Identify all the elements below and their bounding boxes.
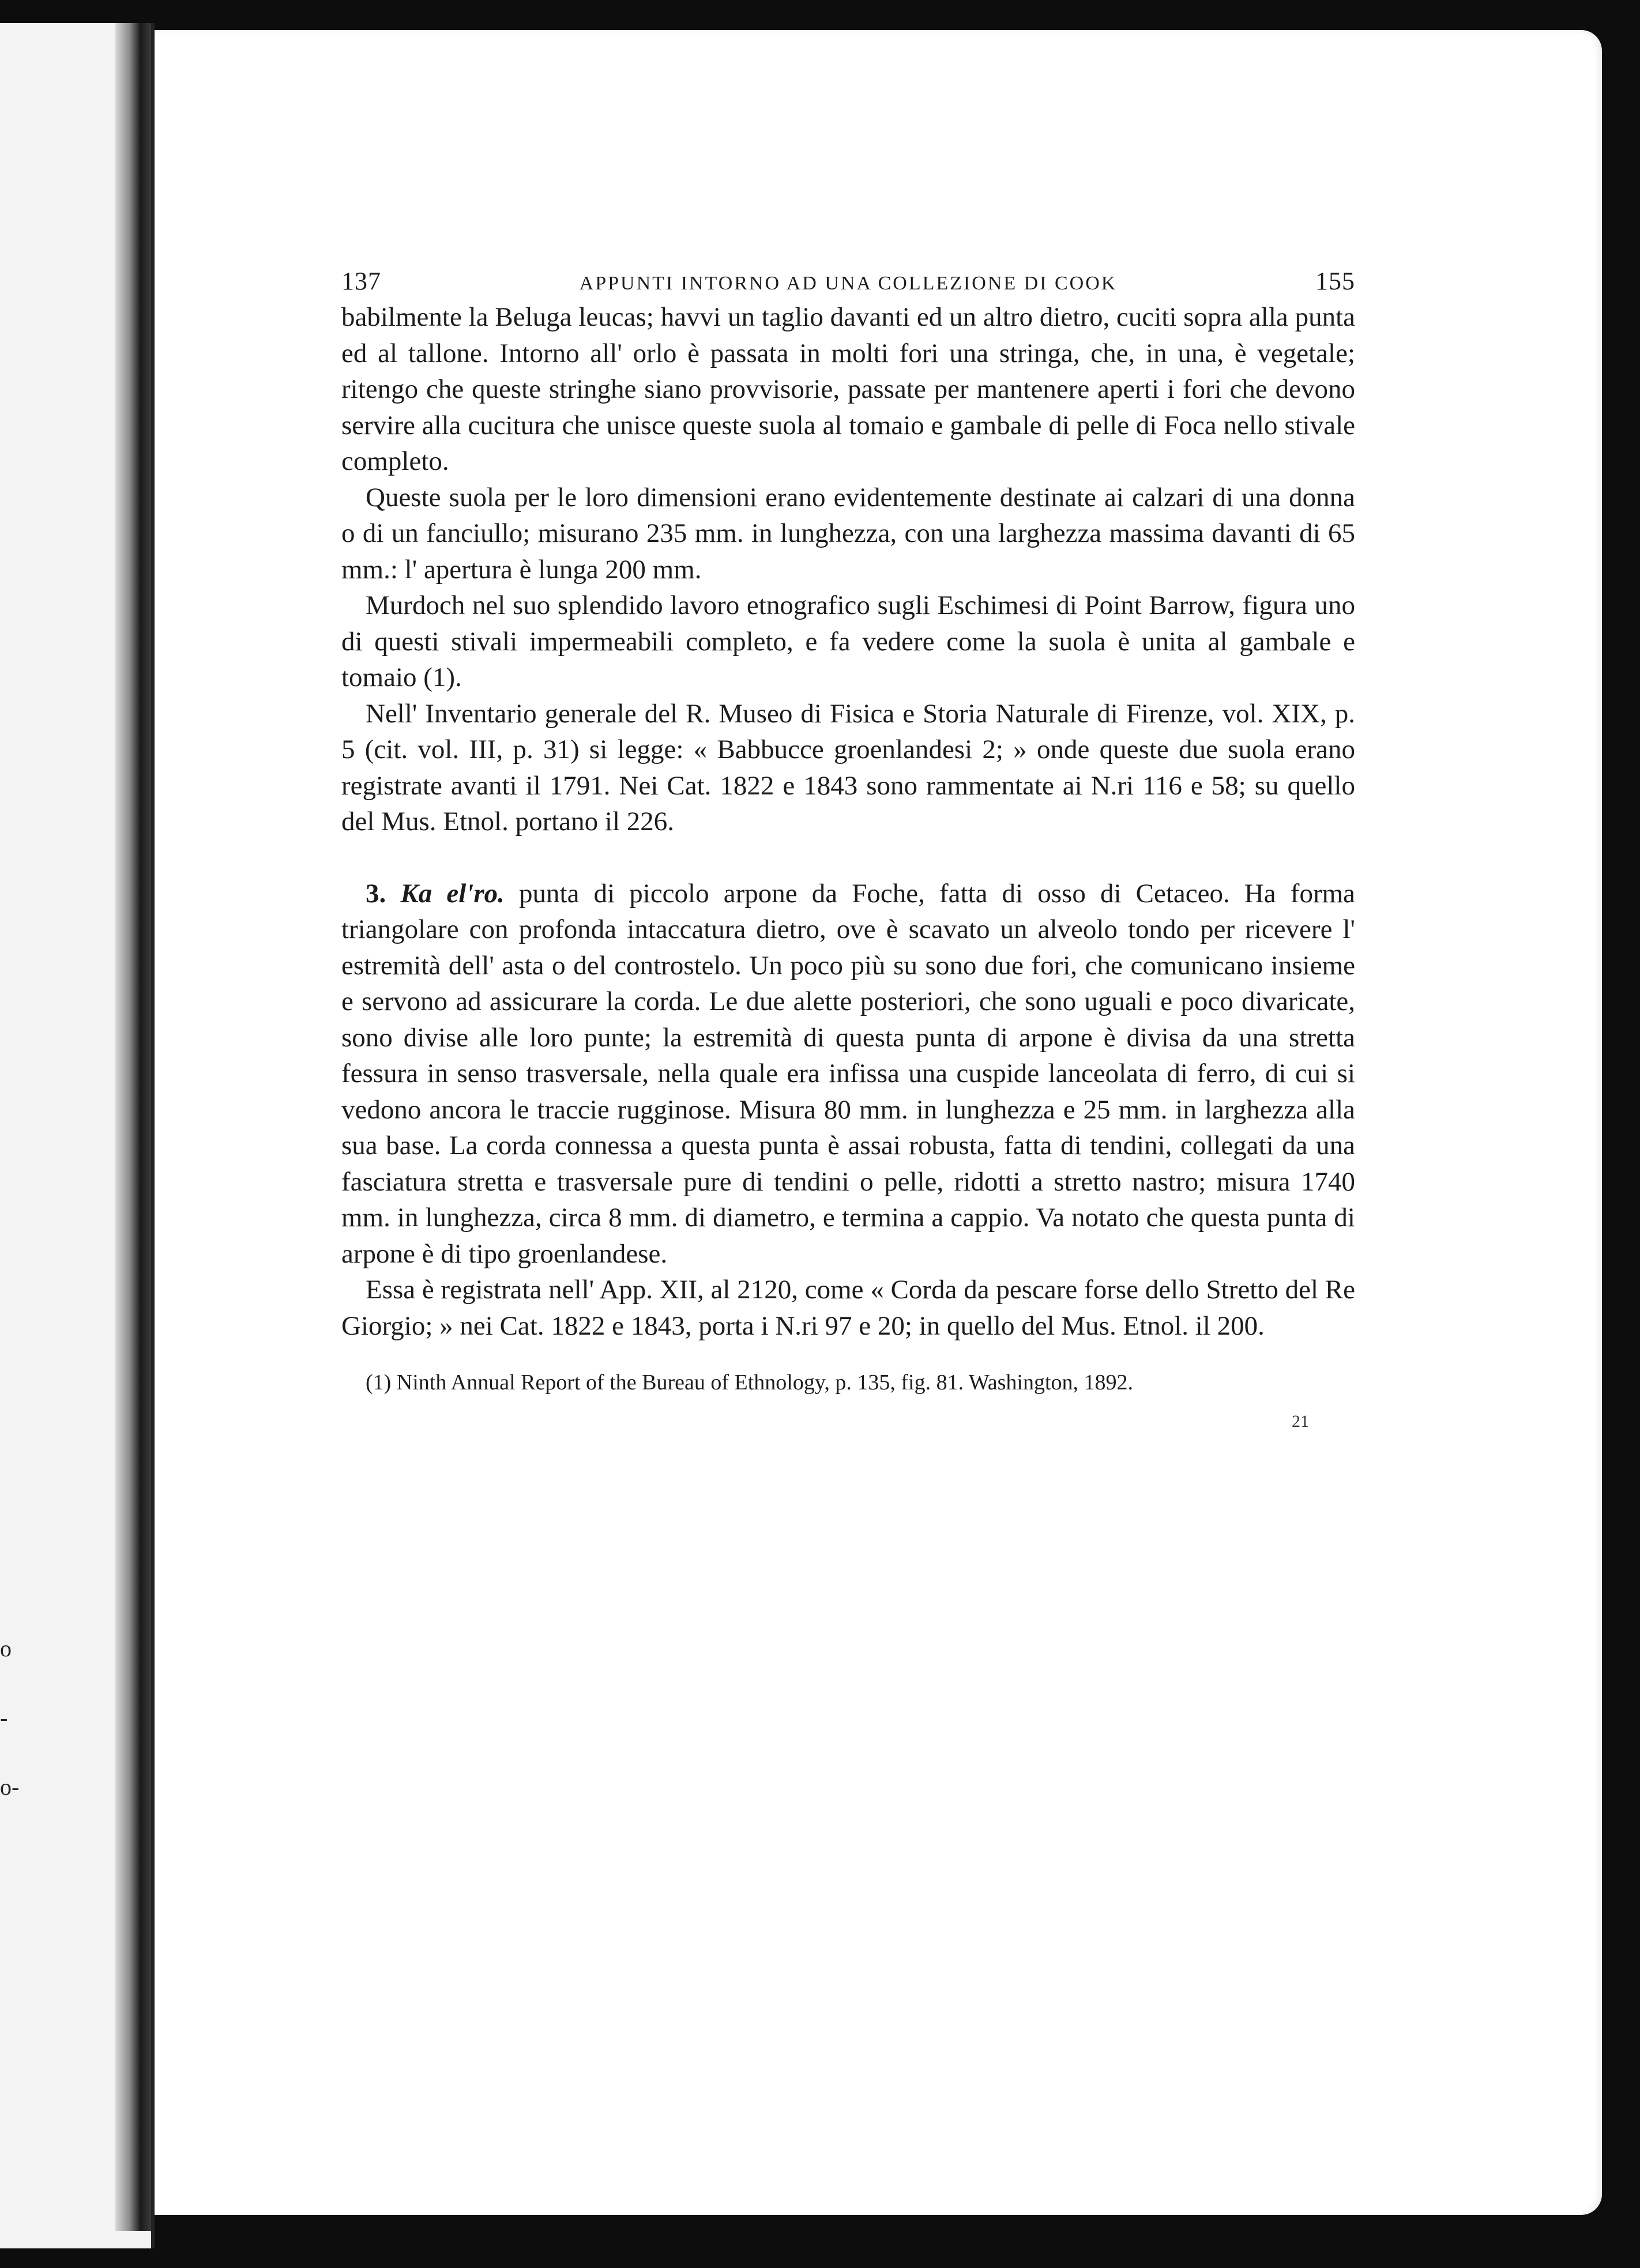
footnote-text: (1) Ninth Annual Report of the Bureau of Ethnology, p. 135, fig. 81. Washington, 1892. xyxy=(366,1370,1134,1395)
book-binding xyxy=(115,23,151,2231)
body-text xyxy=(341,299,1355,1344)
paragraph: Murdoch nel suo splendido lavoro etnografico sugli Eschimesi di Point Barrow, figura uno di questi stivali impermeabili completo, e fa vedere come la suola è unita al gambale e tomaio (1). xyxy=(341,590,1355,692)
catalog-entry xyxy=(341,876,1355,1272)
right-page-number: 155 xyxy=(1315,267,1355,295)
paragraph: Queste suola per le loro dimensioni erano evidentemente destinate ai calzari di una donna o di un fanciullo; misurano 235 mm. in lunghezza, con una larghezza massima davanti di 65 mm.: l' apertura è lunga 200 mm. xyxy=(341,482,1355,585)
paragraph: babilmente la Beluga leucas; havvi un taglio davanti ed un altro dietro, cuciti sopra alla punta ed al tallone. Intorno all' orlo è passata in molti fori una stringa, che, in una, è vegetale; ritengo che queste stringhe siano provvisorie, passate per mantenere aperti i fori che devono servire alla cucitura che unisce queste suola al tomaio e gambale di pelle di Foca nello stivale completo. xyxy=(341,302,1355,476)
signature-mark: 21 xyxy=(1292,1412,1309,1431)
margin-mark: o xyxy=(0,1636,12,1662)
text-block xyxy=(341,266,1355,1431)
margin-mark: o- xyxy=(0,1774,20,1800)
left-page-number: 137 xyxy=(341,267,381,295)
paragraph: Nell' Inventario generale del R. Museo di Fisica e Storia Naturale di Firenze, vol. XIX, p. 5 (cit. vol. III, p. 31) si legge: « Babbucce groenlandesi 2; » onde queste due suola erano registrate avanti il 1791. Nei Cat. 1822 e 1843 sono rammentate ai N.ri 116 e 58; su quello del Mus. Etnol. portano il 226. xyxy=(341,698,1355,837)
running-title: APPUNTI INTORNO AD UNA COLLEZIONE DI COOK xyxy=(579,273,1118,294)
margin-mark: - xyxy=(0,1705,8,1731)
entry-number: 3. xyxy=(366,878,386,909)
previous-page-margin-marks xyxy=(0,1614,23,1822)
book-page xyxy=(155,30,1602,2215)
paragraph: Essa è registrata nell' App. XII, al 2120, come « Corda da pescare forse dello Stretto del Re Giorgio; » nei Cat. 1822 e 1843, porta i N.ri 97 e 20; in quello del Mus. Etnol. il 200. xyxy=(341,1275,1355,1341)
entry-title: Ka el'ro. xyxy=(400,878,505,909)
running-head xyxy=(341,266,1355,296)
footnote xyxy=(341,1367,1355,1398)
entry-description: punta di piccolo arpone da Foche, fatta di osso di Cetaceo. Ha forma triangolare con profonda intaccatura dietro, ove è scavato un alveolo tondo per ricevere l' estremità dell' asta o del controstelo. Un poco più su sono due fori, che comunicano insieme e servono ad assicurare la corda. Le due alette posteriori, che sono uguali e poco divaricate, sono divise alle loro punte; la estremità di questa punta di arpone è divisa da una stretta fessura in senso trasversale, nella quale era infissa una cuspide lanceolata di ferro, di cui si vedono ancora le traccie rugginose. Misura 80 mm. in lunghezza e 25 mm. in larghezza alla sua base. La corda connessa a questa punta è assai robusta, fatta di tendini, collegati da una fasciatura stretta e trasversale pure di tendini o pelle, ridotti a stretto nastro; misura 1740 mm. in lunghezza, circa 8 mm. di diametro, e termina a cappio. Va notato che questa punta di arpone è di tipo groenlandese. xyxy=(341,878,1356,1269)
